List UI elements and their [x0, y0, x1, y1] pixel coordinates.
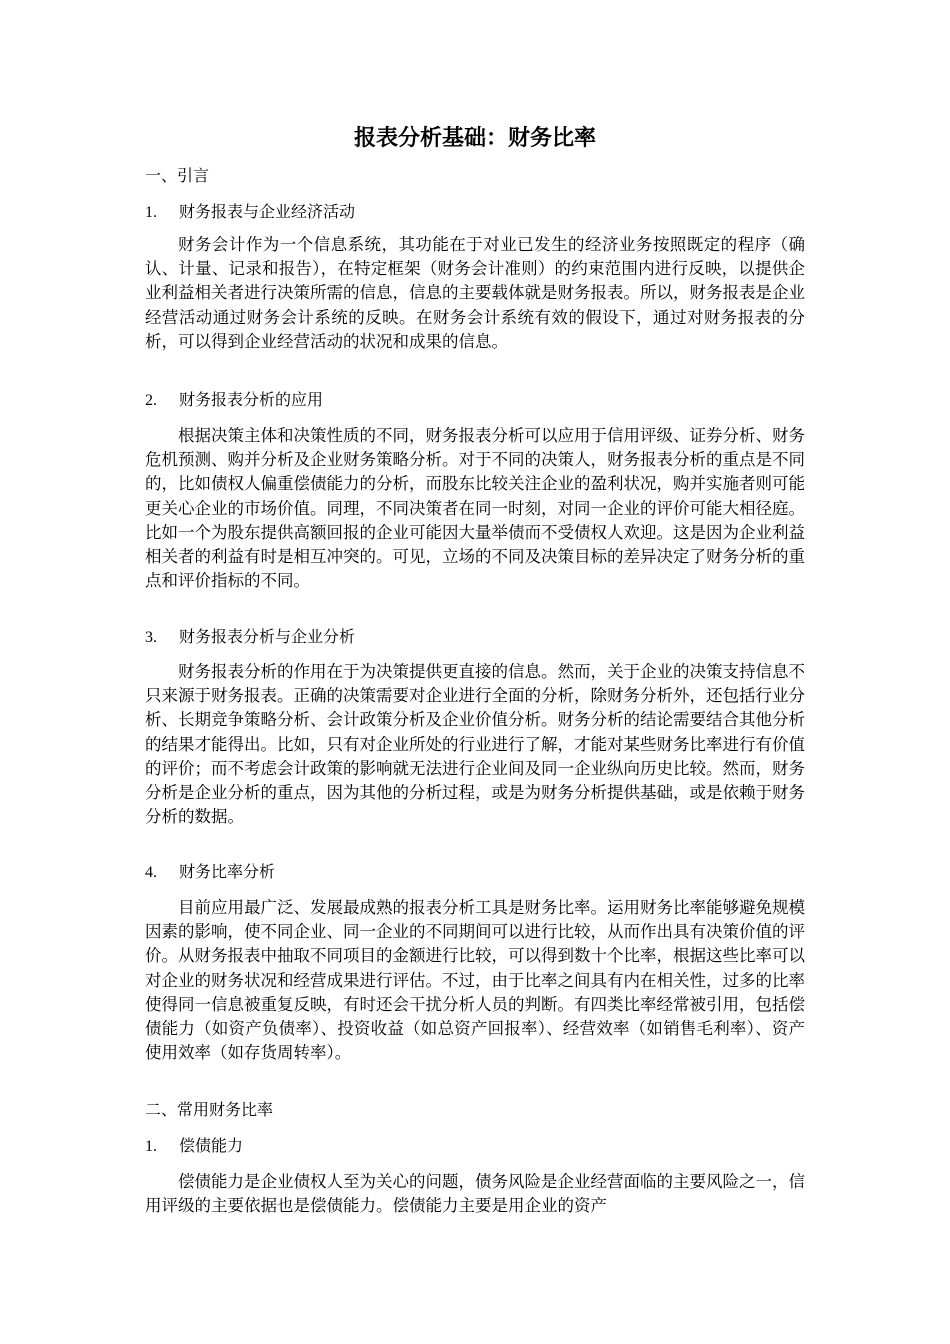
subsection-number: 1.	[145, 204, 157, 221]
subsection-title: 偿债能力	[179, 1136, 244, 1155]
subsection-heading-4	[145, 860, 275, 885]
subsection-number: 4.	[145, 864, 157, 881]
subsection-heading-2	[145, 388, 323, 413]
paragraph-5: 偿债能力是企业债权人至为关心的问题，债务风险是企业经营面临的主要风险之一，信用评级的主要依据也是偿债能力。偿债能力主要是用企业的资产	[145, 1172, 805, 1216]
subsection-heading-3	[145, 625, 355, 650]
subsection-number: 1.	[145, 1138, 157, 1155]
paragraph-2: 根据决策主体和决策性质的不同，财务报表分析可以应用于信用评级、证券分析、财务危机预测、购并分析及企业财务策略分析。对于不同的决策人，财务报表分析的重点是不同的，比如债权人偏重偿债能力的分析，而股东比较关注企业的盈利状况，购并实施者则可能更关心企业的市场价值。同理，不同决策者在同一时刻，对同一企业的评价可能大相径庭。比如一个为股东提供高额回报的企业可能因大量举债而不受债权人欢迎。这是因为企业利益相关者的利益有时是相互冲突的。可见，立场的不同及决策目标的差异决定了财务分析的重点和评价指标的不同。	[145, 426, 805, 591]
paragraph-4: 目前应用最广泛、发展最成熟的报表分析工具是财务比率。运用财务比率能够避免规模因素的影响，使不同企业、同一企业的不同期间可以进行比较，从而作出具有决策价值的评价。从财务报表中抽取不同项目的金额进行比较，可以得到数十个比率，根据这些比率可以对企业的财务状况和经营成果进行评估。不过，由于比率之间具有内在相关性，过多的比率使得同一信息被重复反映，有时还会干扰分析人员的判断。有四类比率经常被引用，包括偿债能力（如资产负债率）、投资收益（如总资产回报率）、经营效率（如销售毛利率）、资产使用效率（如存货周转率）。	[145, 898, 805, 1063]
page-title: 报表分析基础：财务比率	[353, 126, 596, 151]
subsection-number: 3.	[145, 629, 157, 646]
subsection-heading-solvency	[145, 1134, 243, 1159]
subsection-title: 财务报表分析与企业分析	[179, 627, 356, 646]
subsection-number: 2.	[145, 392, 157, 409]
subsection-title: 财务比率分析	[179, 862, 276, 881]
paragraph-3: 财务报表分析的作用在于为决策提供更直接的信息。然而，关于企业的决策支持信息不只来源于财务报表。正确的决策需要对企业进行全面的分析，除财务分析外，还包括行业分析、长期竞争策略分析、会计政策分析及企业价值分析。财务分析的结论需要结合其他分析的结果才能得出。比如，只有对企业所处的行业进行了解，才能对某些财务比率进行有价值的评价；而不考虑会计政策的影响就无法进行企业间及同一企业纵向历史比较。然而，财务分析是企业分析的重点，因为其他的分析过程，或是为财务分析提供基础，或是依赖于财务分析的数据。	[145, 662, 805, 827]
section-heading-intro: 一、引言	[145, 166, 210, 185]
subsection-heading-1	[145, 200, 355, 225]
paragraph-1: 财务会计作为一个信息系统，其功能在于对业已发生的经济业务按照既定的程序（确认、计量、记录和报告），在特定框架（财务会计准则）的约束范围内进行反映，以提供企业利益相关者进行决策所需的信息，信息的主要载体就是财务报表。所以，财务报表是企业经营活动通过财务会计系统的反映。在财务会计系统有效的假设下，通过对财务报表的分析，可以得到企业经营活动的状况和成果的信息。	[145, 235, 805, 351]
subsection-title: 财务报表与企业经济活动	[179, 202, 356, 221]
subsection-title: 财务报表分析的应用	[179, 390, 324, 409]
section-heading-common-ratios: 二、常用财务比率	[145, 1100, 274, 1119]
